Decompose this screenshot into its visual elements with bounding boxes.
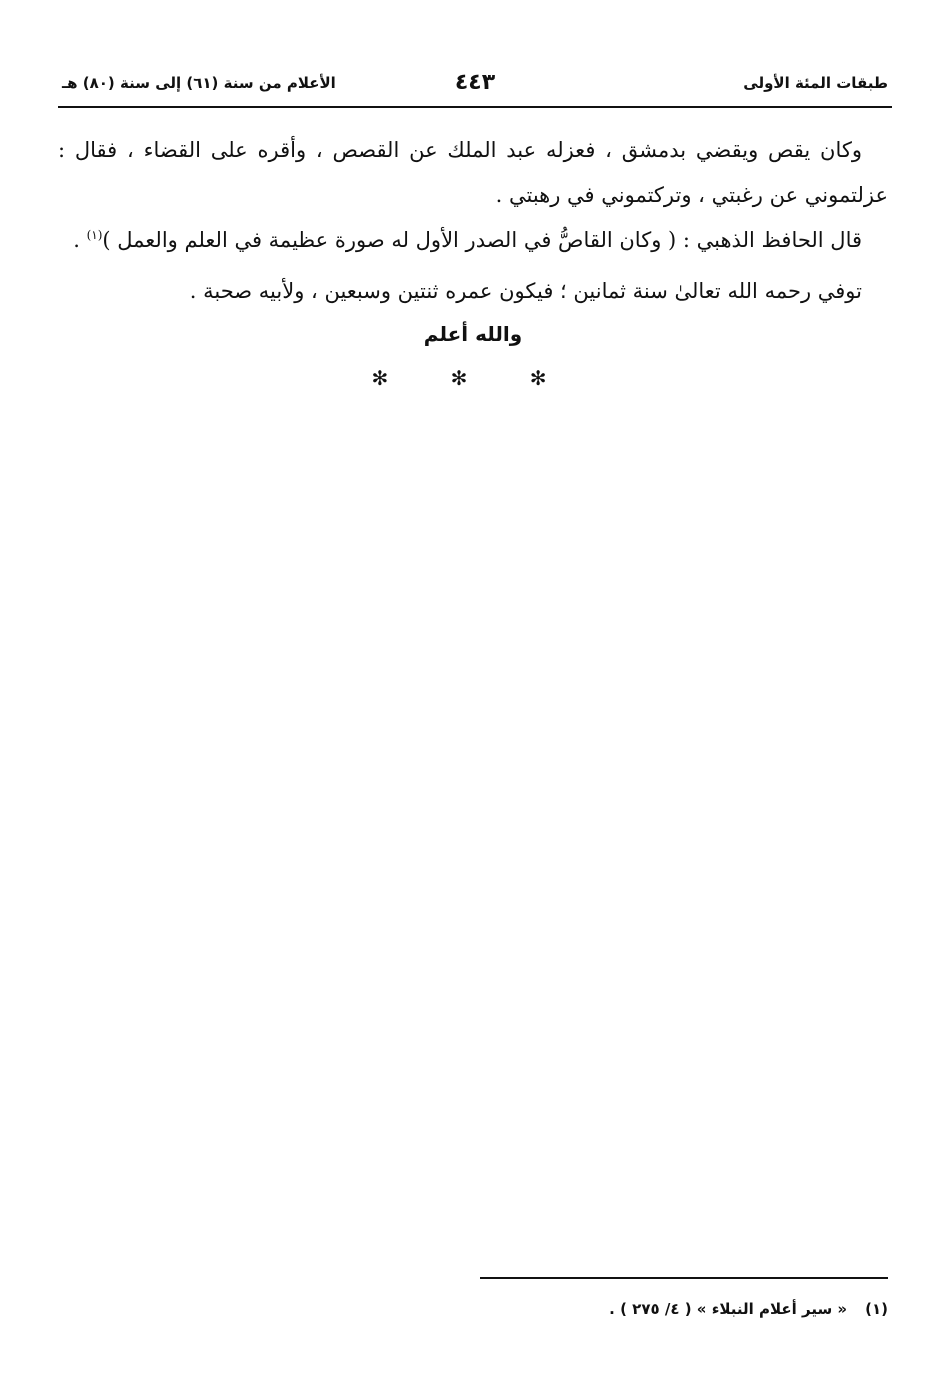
header-divider: [58, 106, 892, 108]
page-number: ٤٤٣: [454, 70, 496, 95]
section-title: الأعلام من سنة (٦١) إلى سنة (٨٠) هـ: [62, 74, 336, 92]
section-separator-stars: ✻ ✻ ✻: [371, 366, 575, 390]
paragraph-3: توفي رحمه الله تعالىٰ سنة ثمانين ؛ فيكون عمره ثنتين وسبعين ، ولأبيه صحبة .: [189, 279, 862, 303]
quote-text: قال الحافظ الذهبي : ( وكان القاصُّ في الصدر الأول له صورة عظيمة في العلم والعمل ): [102, 228, 862, 252]
paragraph-2: [58, 218, 888, 263]
footnote-reference: (١): [86, 228, 103, 242]
book-title: طبقات المئة الأولى: [743, 74, 888, 92]
running-header: [62, 70, 888, 100]
footnote-text: « سير أعلام النبلاء » ( ٤/ ٢٧٥ ) .: [609, 1300, 848, 1318]
footnote-divider: [480, 1277, 888, 1279]
main-text: [58, 128, 888, 398]
quote-end: .: [73, 228, 87, 252]
closing-phrase: والله أعلم: [423, 322, 523, 346]
footnote-number: (١): [865, 1300, 888, 1318]
paragraph-1: وكان يقص ويقضي بدمشق ، فعزله عبد الملك عن القصص ، وأقره على القضاء ، فقال : عزلتموني عن رغبتي ، وتركتموني في رهبتي .: [58, 138, 888, 207]
footnote: [400, 1300, 888, 1318]
